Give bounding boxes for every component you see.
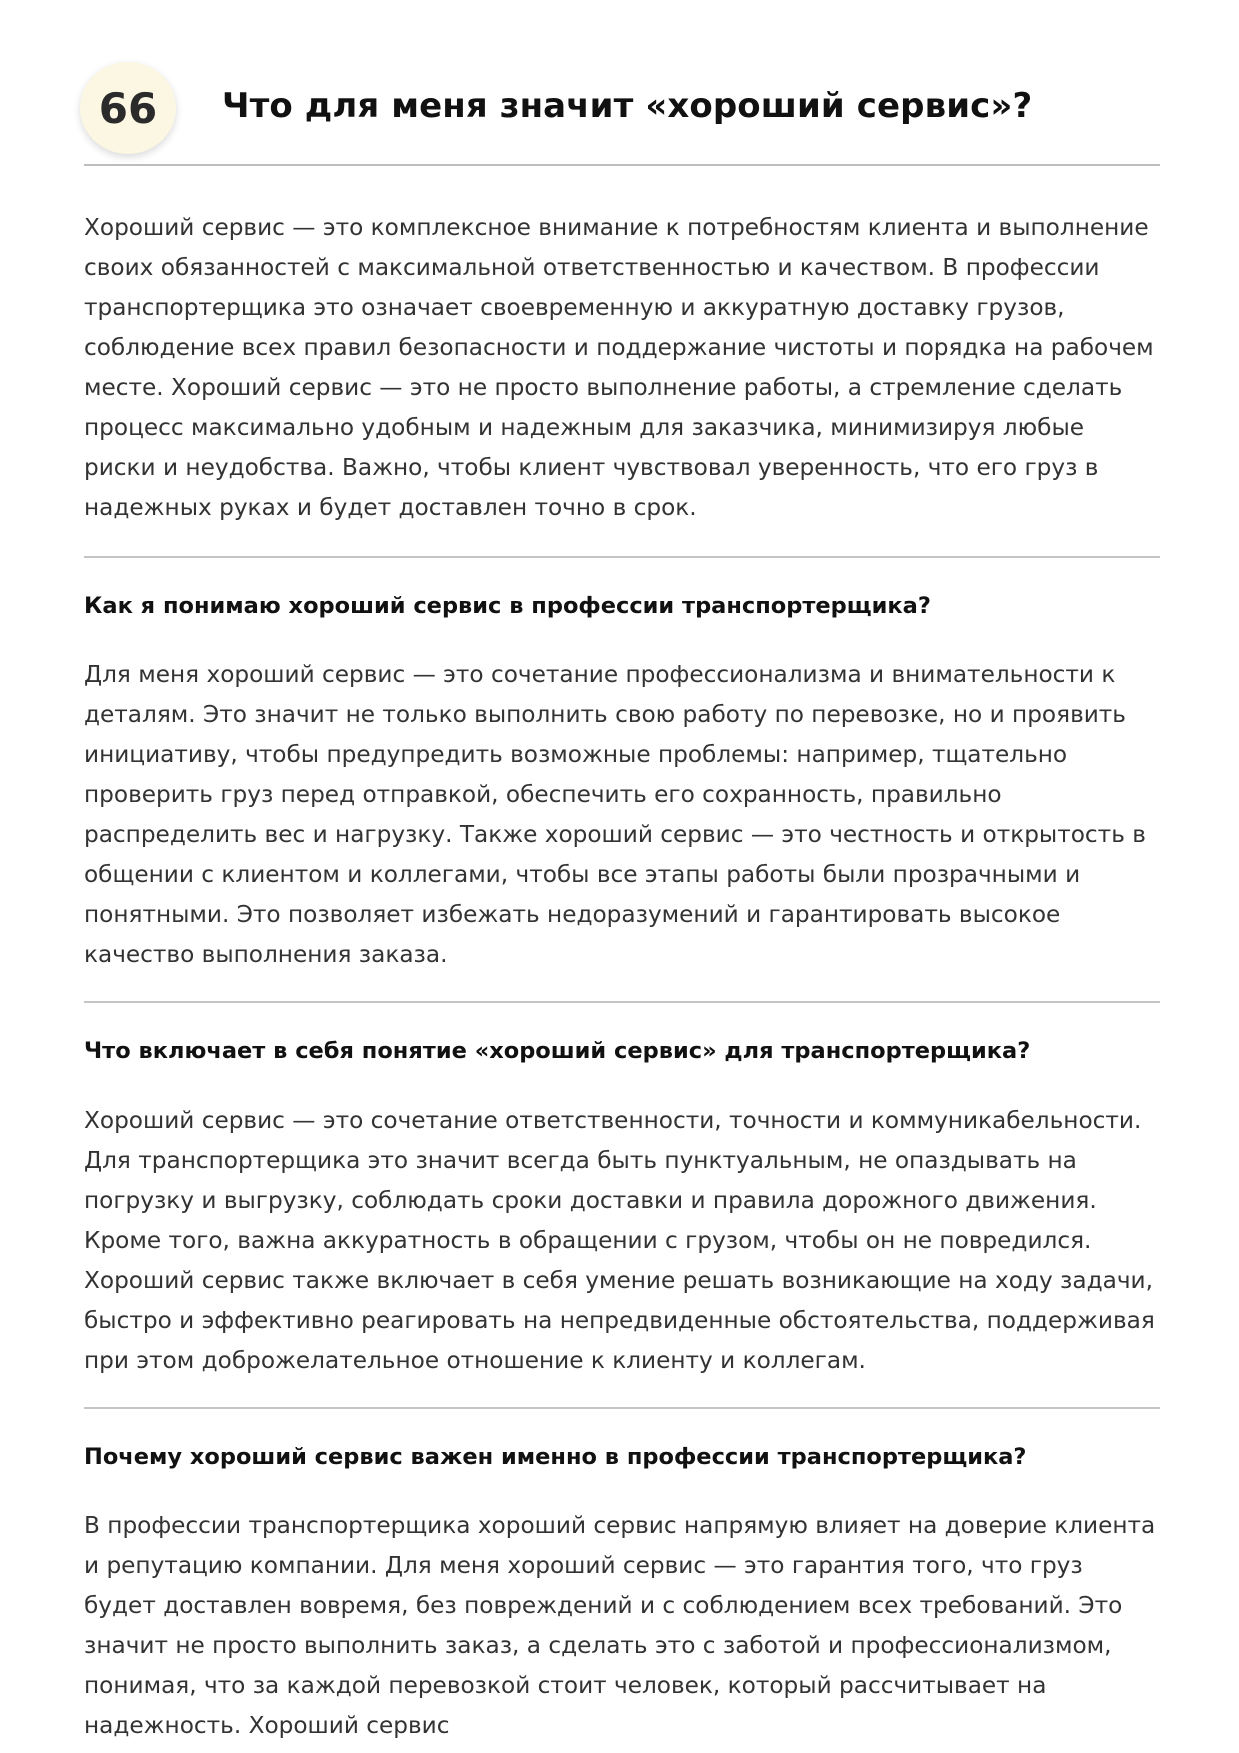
divider (84, 1407, 1160, 1409)
page-title: Что для меня значит «хороший сервис»? (222, 86, 1033, 126)
section-heading: Что включает в себя понятие «хороший сервис» для транспортерщика? (84, 1038, 1031, 1064)
section-paragraph: В профессии транспортерщика хороший сервис напрямую влияет на доверие клиента и репутацию компании. Для меня хороший сервис — это гарантия того, что груз будет доставлен вовремя, без повреждений и с соблюдением всех требований. Это значит не просто выполнить заказ, а сделать это с заботой и профессионализмом, понимая, что за каждой перевозкой стоит человек, который рассчитывает на надежность. Хороший сервис (84, 1512, 1156, 1739)
section-paragraph: Хороший сервис — это сочетание ответственности, точности и коммуникабельности. Для транспортерщика это значит всегда быть пунктуальным, не опаздывать на погрузку и выгрузку, соблюдать сроки доставки и правила дорожного движения. Кроме того, важна аккуратность в обращении с грузом, чтобы он не повредился. Хороший сервис также включает в себя умение решать возникающие на ходу задачи, быстро и эффективно реагировать на непредвиденные обстоятельства, поддерживая при этом доброжелательное отношение к клиенту и коллегам. (84, 1107, 1155, 1374)
section-heading: Почему хороший сервис важен именно в профессии транспортерщика? (84, 1444, 1027, 1470)
page (84, 0, 1160, 1746)
page-header (84, 0, 1160, 166)
section-paragraph: Для меня хороший сервис — это сочетание профессионализма и внимательности к деталям. Это значит не только выполнить свою работу по перевозке, но и проявить инициативу, чтобы предупредить возможные проблемы: например, тщательно проверить груз перед отправкой, обеспечить его сохранность, правильно распределить вес и нагрузку. Также хороший сервис — это честность и открытость в общении с клиентом и коллегами, чтобы все этапы работы были прозрачными и понятными. Это позволяет избежать недоразумений и гарантировать высокое качество выполнения заказа. (84, 661, 1146, 968)
question-number-badge: 66 (80, 62, 176, 154)
intro-paragraph: Хороший сервис — это комплексное внимание к потребностям клиента и выполнение своих обязанностей с максимальной ответственностью и качеством. В профессии транспортерщика это означает своевременную и аккуратную доставку грузов, соблюдение всех правил безопасности и поддержание чистоты и порядка на рабочем месте. Хороший сервис — это не просто выполнение работы, а стремление сделать процесс максимально удобным и надежным для заказчика, минимизируя любые риски и неудобства. Важно, чтобы клиент чувствовал уверенность, что его груз в надежных руках и будет доставлен точно в срок. (84, 214, 1154, 521)
divider (84, 1001, 1160, 1003)
section-heading: Как я понимаю хороший сервис в профессии транспортерщика? (84, 593, 931, 619)
divider (84, 556, 1160, 558)
